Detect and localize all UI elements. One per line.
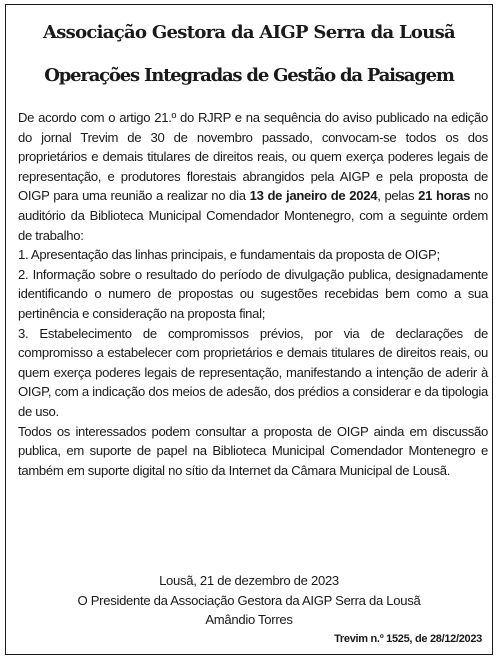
signature-block [6, 571, 492, 630]
signatory-role: O Presidente da Associação Gestora da AIGP Serra da Lousã [77, 592, 421, 608]
agenda-item-1: 1. Apresentação das linhas principais, e fundamentais da proposta de OIGP; [18, 247, 440, 263]
source-citation: Trevim n.º 1525, de 28/12/2023 [334, 633, 482, 645]
notice-body [18, 108, 488, 480]
intro-location: no auditório da Biblioteca Municipal Comendador Montenegro, com a seguinte ordem de trabalho: [18, 188, 489, 243]
notice-title: Associação Gestora da AIGP Serra da Lousã [42, 22, 456, 43]
intro-connector: , pelas [377, 188, 419, 204]
intro-paragraph [18, 108, 488, 245]
meeting-date: 13 de janeiro de 2024 [249, 188, 378, 204]
agenda-item-2: 2. Informação sobre o resultado do período de divulgação publica, designadamente identificando o numero de propostas ou sugestões recebidas bem como a sua pertinência e consideração na proposta final; [18, 266, 488, 321]
signatory-name: Amândio Torres [205, 612, 293, 628]
intro-text: De acordo com o artigo 21.º do RJRP e na sequência do aviso publicado na edição do jornal Trevim de 30 de novembro passado, convocam-se todos os dos proprietários e demais titulares de direitos reais, ou quem exerça poderes legais de representação, e produtores florestais abrangidos pela AIGP e pela proposta de OIGP para uma reunião a realizar no dia [18, 110, 488, 204]
agenda-item-3: 3. Estabelecimento de compromissos prévios, por via de declarações de compromisso a estabelecer com proprietários e demais titulares de direitos reais, ou quem exerça poderes legais de representação, manifestando a intenção de aderir à OIGP, com a indicação dos meios de adesão, dos prédios a considerar e da tipologia de uso. [18, 325, 488, 419]
closing-paragraph: Todos os interessados podem consultar a proposta de OIGP ainda em discussão publica, em suporte de papel na Biblioteca Municipal Comendador Montenegro e também em suporte digital no sítio da Internet da Câmara Municipal de Lousã. [18, 423, 488, 478]
meeting-time: 21 horas [418, 188, 471, 204]
notice-subtitle: Operações Integradas de Gestão da Paisagem [44, 65, 454, 86]
place-date: Lousã, 21 de dezembro de 2023 [159, 573, 339, 588]
public-notice [5, 4, 493, 655]
